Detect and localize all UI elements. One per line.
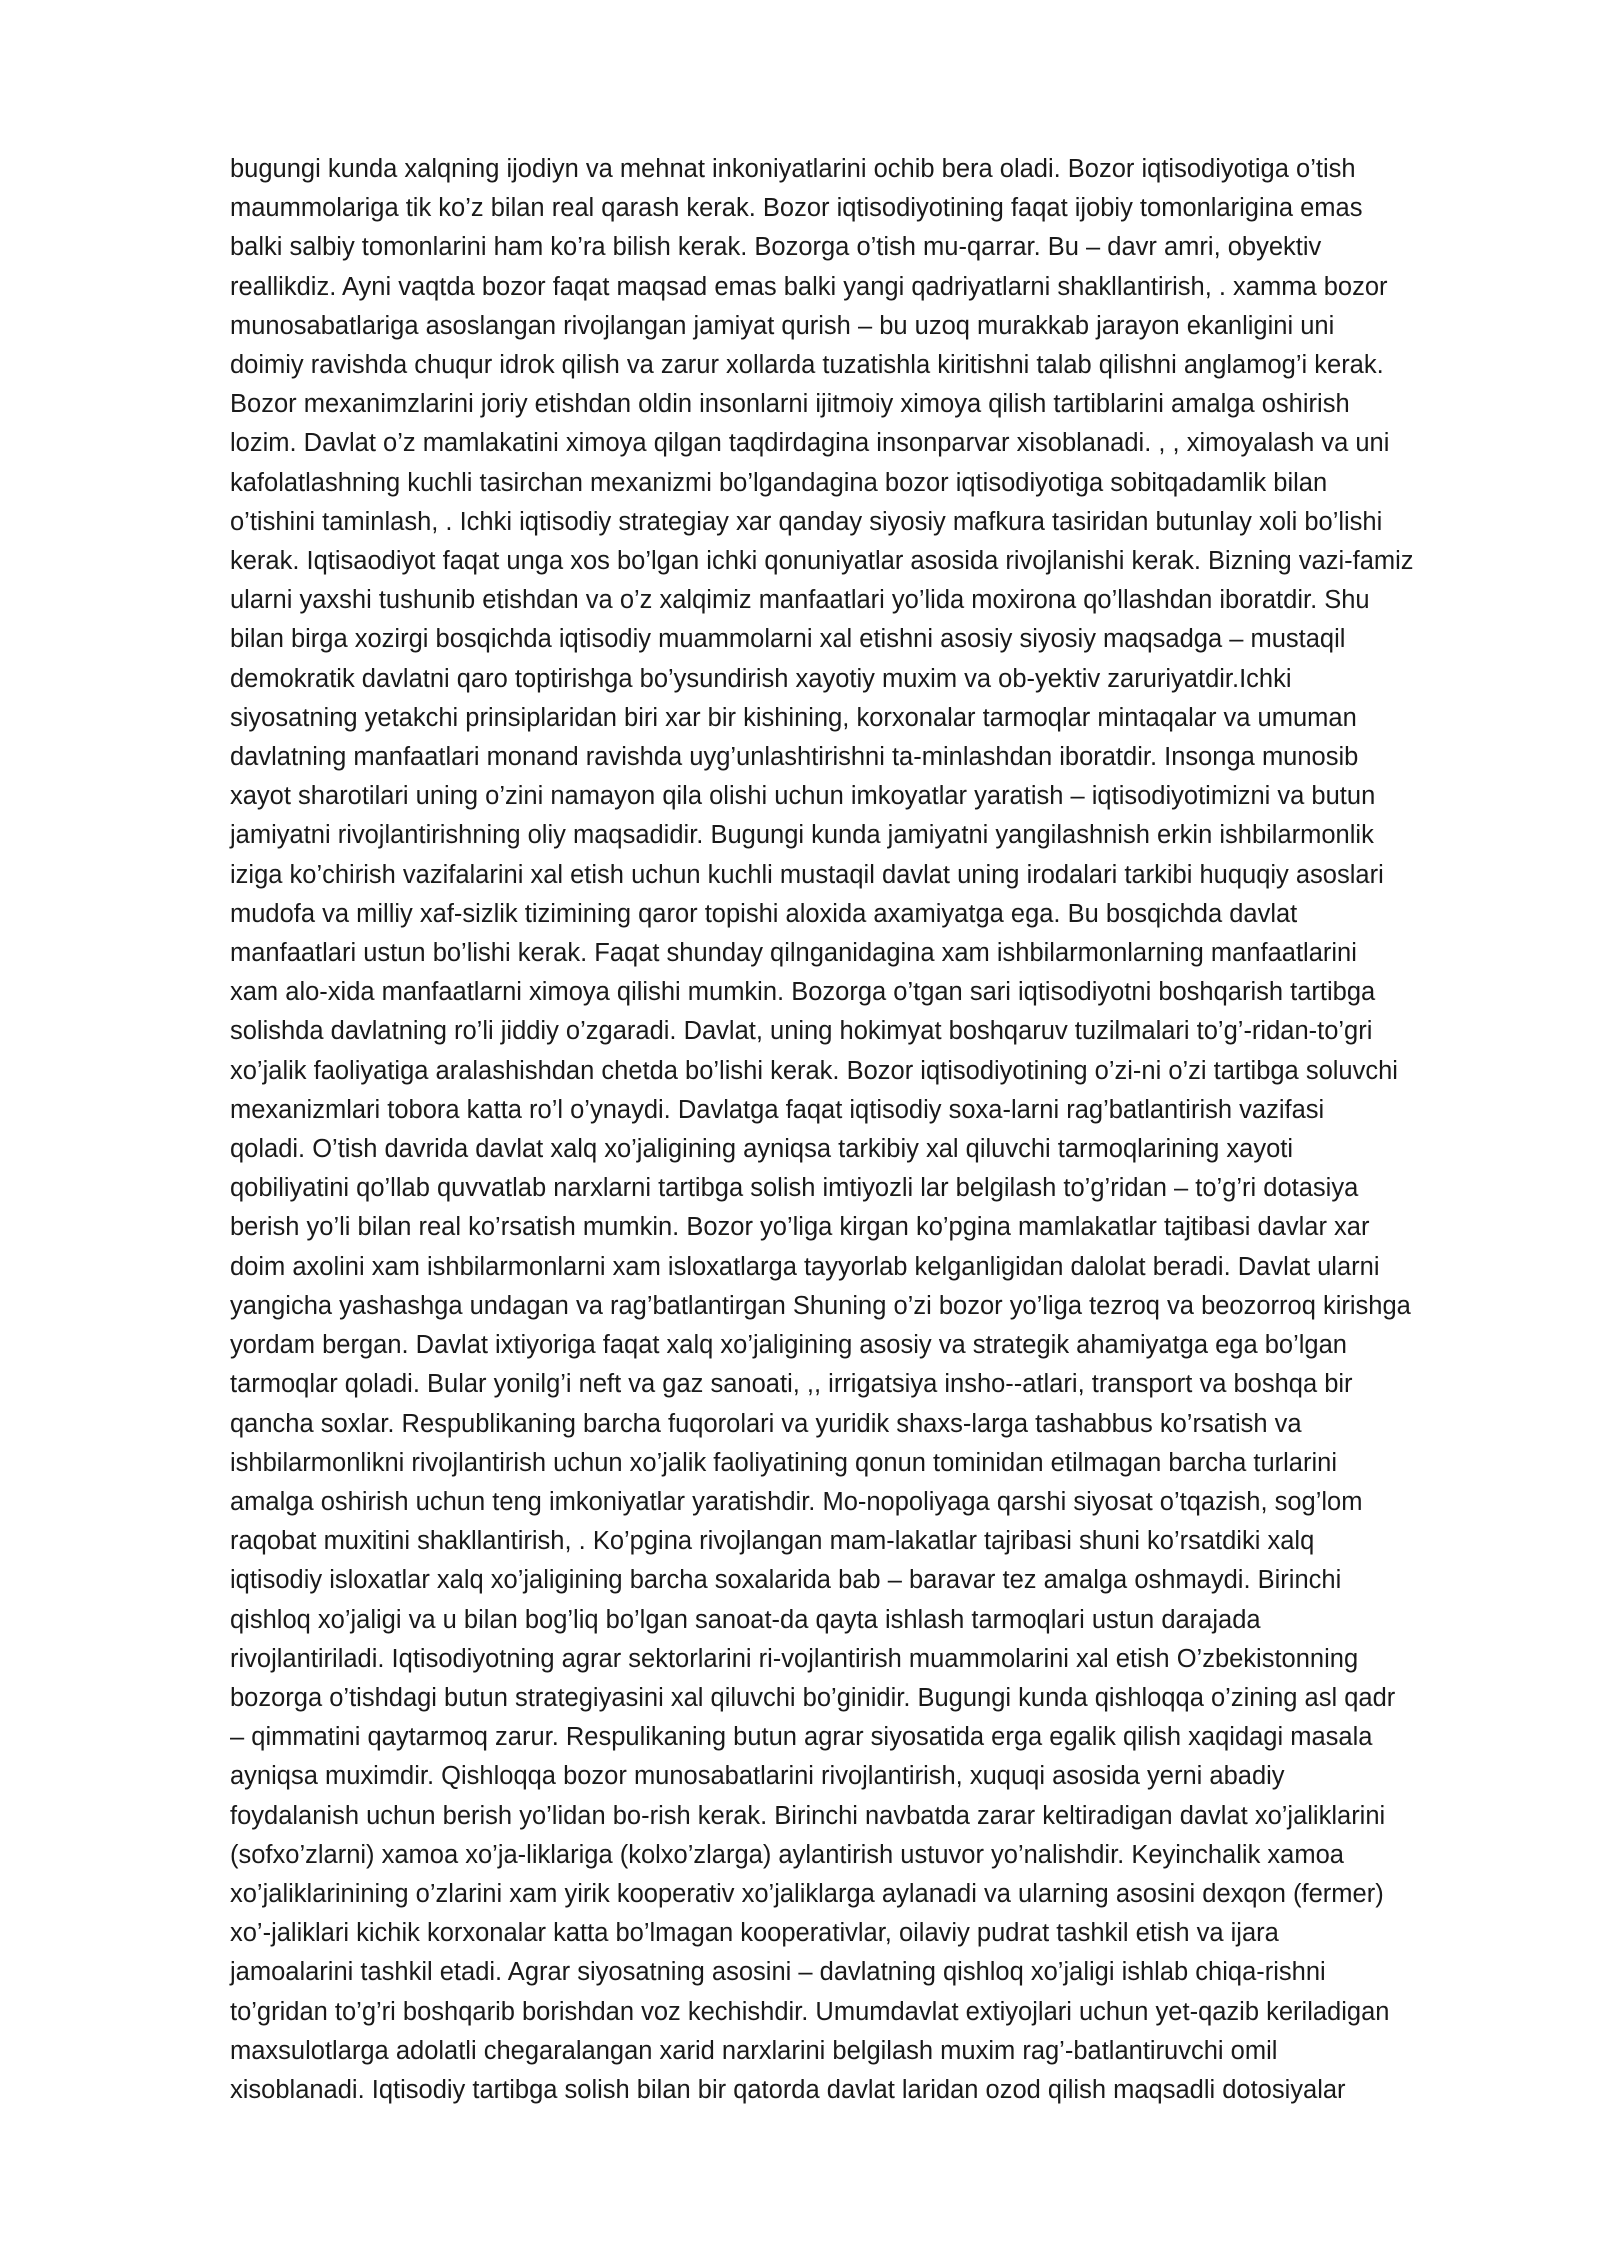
text-line: ayniqsa muximdir. Qishloqqa bozor munosabatlarini rivojlantirish, xuquqi asosida yerni abadiy xyxy=(230,1762,1285,1791)
text-line: xo’jaliklarinining o’zlarini xam yirik kooperativ xo’jaliklarga aylanadi va ularning asosini dexqon (fermer) xyxy=(230,1879,1384,1908)
body-text xyxy=(230,150,1500,2110)
text-line: iqtisodiy isloxatlar xalq xo’jaligining barcha soxalarida bab – baravar tez amalga oshmaydi. Birinchi xyxy=(230,1566,1342,1595)
text-line: bugungi kunda xalqning ijodiyn va mehnat inkoniyatlarini ochib bera oladi. Bozor iqtisodiyotiga o’tish xyxy=(230,155,1356,183)
text-line: – qimmatini qaytarmoq zarur. Respulikaning butun agrar siyosatida erga egalik qilish xaqidagi masala xyxy=(230,1723,1373,1752)
text-line: kerak. Iqtisaodiyot faqat unga xos bo’lgan ichki qonuniyatlar asosida rivojlanishi kerak. Bizning vazi-famiz xyxy=(230,547,1414,576)
text-line: balki salbiy tomonlarini ham ko’ra bilish kerak. Bozorga o’tish mu-qarrar. Bu – davr amri, obyektiv xyxy=(230,233,1322,262)
text-line: xam alo-xida manfaatlarni ximoya qilishi mumkin. Bozorga o’tgan sari iqtisodiyotni boshqarish tartibga xyxy=(230,978,1376,1007)
text-line: jamoalarini tashkil etadi. Agrar siyosatning asosini – davlatning qishloq xo’jaligi ishlab chiqa-rishni xyxy=(230,1958,1326,1987)
text-line: lozim. Davlat o’z mamlakatini ximoya qilgan taqdirdagina insonparvar xisoblanadi. , , ximoyalash va uni xyxy=(230,429,1390,458)
text-line: mexanizmlari tobora katta ro’l o’ynaydi. Davlatga faqat iqtisodiy soxa-larni rag’batlantirish vazifasi xyxy=(230,1095,1325,1124)
text-line: to’gridan to’g’ri boshqarib borishdan voz kechishdir. Umumdavlat extiyojlari uchun yet-qazib keriladigan xyxy=(230,1997,1390,2026)
text-line: jamiyatni rivojlantirishning oliy maqsadidir. Bugungi kunda jamiyatni yangilashnish erkin ishbilarmonlik xyxy=(230,821,1374,850)
text-line: yordam bergan. Davlat ixtiyoriga faqat xalq xo’jaligining asosiy va strategik ahamiyatga ega bo’lgan xyxy=(230,1331,1347,1360)
text-line: ularni yaxshi tushunib etishdan va o’z xalqimiz manfaatlari yo’lida moxirona qo’llashdan iboratdir. Shu xyxy=(230,586,1370,615)
text-line: qishloq xo’jaligi va u bilan bog’liq bo’lgan sanoat-da qayta ishlash tarmoqlari ustun darajada xyxy=(230,1605,1261,1634)
text-line: iziga ko’chirish vazifalarini xal etish uchun kuchli mustaqil davlat uning irodalari tarkibi huquqiy asoslari xyxy=(230,860,1384,889)
text-line: qobiliyatini qo’llab quvvatlab narxlarni tartibga solish imtiyozli lar belgilash to’g’ridan – to’g’ri dotasiya xyxy=(230,1174,1359,1203)
text-line: amalga oshirish uchun teng imkoniyatlar yaratishdir. Mo-nopoliyaga qarshi siyosat o’tqazish, sog’lom xyxy=(230,1487,1363,1516)
text-line: mudofa va milliy xaf-sizlik tizimining qaror topishi aloxida axamiyatga ega. Bu bosqichda davlat xyxy=(230,899,1298,928)
text-line: bilan birga xozirgi bosqichda iqtisodiy muammolarni xal etishni asosiy siyosiy maqsadga – mustaqil xyxy=(230,625,1346,654)
text-line: xo’-jaliklari kichik korxonalar katta bo’lmagan kooperativlar, oilaviy pudrat tashkil etish va ijara xyxy=(230,1919,1279,1948)
text-line: o’tishini taminlash, . Ichki iqtisodiy strategiay xar qanday siyosiy mafkura tasiridan butunlay xoli bo’lishi xyxy=(230,507,1383,536)
text-line: solishda davlatning ro’li jiddiy o’zgaradi. Davlat, uning hokimyat boshqaruv tuzilmalari to’g’-ridan-to’gri xyxy=(230,1017,1373,1046)
text-line: munosabatlariga asoslangan rivojlangan jamiyat qurish – bu uzoq murakkab jarayon ekanligini uni xyxy=(230,311,1335,340)
text-line: maummolariga tik ko’z bilan real qarash kerak. Bozor iqtisodiyotining faqat ijobiy tomonlarigina emas xyxy=(230,194,1363,223)
text-line: doim axolini xam ishbilarmonlarni xam isloxatlarga tayyorlab kelganligidan dalolat beradi. Davlat ularni xyxy=(230,1252,1380,1281)
text-line: siyosatning yetakchi prinsiplaridan biri xar bir kishining, korxonalar tarmoqlar mintaqalar va umuman xyxy=(230,703,1357,732)
text-line: berish yo’li bilan real ko’rsatish mumkin. Bozor yo’liga kirgan ko’pgina mamlakatlar tajtibasi davlar xar xyxy=(230,1213,1370,1242)
text-line: demokratik davlatni qaro toptirishga bo’ysundirish xayotiy muxim va ob-yektiv zaruriyatdir.Ichki xyxy=(230,664,1292,693)
text-line: davlatning manfaatlari monand ravishda uyg’unlashtirishni ta-minlashdan iboratdir. Insonga munosib xyxy=(230,743,1359,772)
text-line: bozorga o’tishdagi butun strategiyasini xal qiluvchi bo’ginidir. Bugungi kunda qishloqqa o’zining asl qadr xyxy=(230,1683,1396,1712)
text-line: xo’jalik faoliyatiga aralashishdan chetda bo’lishi kerak. Bozor iqtisodiyotining o’zi-ni o’zi tartibga soluvchi xyxy=(230,1056,1398,1085)
text-line: ishbilarmonlikni rivojlantirish uchun xo’jalik faoliyatining qonun tominidan etilmagan barcha turlarini xyxy=(230,1448,1337,1477)
text-line: maxsulotlarga adolatli chegaralangan xarid narxlarini belgilash muxim rag’-batlantiruvchi omil xyxy=(230,2036,1278,2065)
text-line: reallikdiz. Ayni vaqtda bozor faqat maqsad emas balki yangi qadriyatlarni shakllantirish, . xamma bozor xyxy=(230,272,1388,301)
text-line: rivojlantiriladi. Iqtisodiyotning agrar sektorlarini ri-vojlantirish muammolarini xal etish O’zbekistonning xyxy=(230,1644,1359,1673)
text-line: yangicha yashashga undagan va rag’batlantirgan Shuning o’zi bozor yo’liga tezroq va beozorroq kirishga xyxy=(230,1291,1411,1320)
text-line: foydalanish uchun berish yo’lidan bo-rish kerak. Birinchi navbatda zarar keltiradigan davlat xo’jaliklarini xyxy=(230,1801,1386,1830)
text-line: manfaatlari ustun bo’lishi kerak. Faqat shunday qilnganidagina xam ishbilarmonlarning manfaatlarini xyxy=(230,939,1357,968)
text-line: qancha soxlar. Respublikaning barcha fuqorolari va yuridik shaxs-larga tashabbus ko’rsatish va xyxy=(230,1409,1302,1438)
text-line: kafolatlashning kuchli tasirchan mexanizmi bo’lgandagina bozor iqtisodiyotiga sobitqadamlik bilan xyxy=(230,468,1328,497)
text-line: xayot sharotilari uning o’zini namayon qila olishi uchun imkoyatlar yaratish – iqtisodiyotimizni va butun xyxy=(230,782,1376,811)
text-line: tarmoqlar qoladi. Bular yonilg’i neft va gaz sanoati, ,, irrigatsiya insho--atlari, transport va boshqa bir xyxy=(230,1370,1353,1399)
text-line: qoladi. O’tish davrida davlat xalq xo’jaligining ayniqsa tarkibiy xal qiluvchi tarmoqlarining xayoti xyxy=(230,1135,1294,1164)
text-line: xisoblanadi. Iqtisodiy tartibga solish bilan bir qatorda davlat laridan ozod qilish maqsadli dotosiyalar xyxy=(230,2075,1346,2104)
text-line: (sofxo’zlarni) xamoa xo’ja-liklariga (kolxo’zlarga) aylantirish ustuvor yo’nalishdir. Keyinchalik xamoa xyxy=(230,1840,1344,1869)
text-line: doimiy ravishda chuqur idrok qilish va zarur xollarda tuzatishla kiritishni talab qilishni anglamog’i kerak. xyxy=(230,351,1384,380)
text-line: Bozor mexanimzlarini joriy etishdan oldin insonlarni ijitmoiy ximoya qilish tartiblarini amalga oshirish xyxy=(230,390,1350,419)
text-line: raqobat muxitini shakllantirish, . Ko’pgina rivojlangan mam-lakatlar tajribasi shuni ko’rsatdiki xalq xyxy=(230,1527,1315,1556)
